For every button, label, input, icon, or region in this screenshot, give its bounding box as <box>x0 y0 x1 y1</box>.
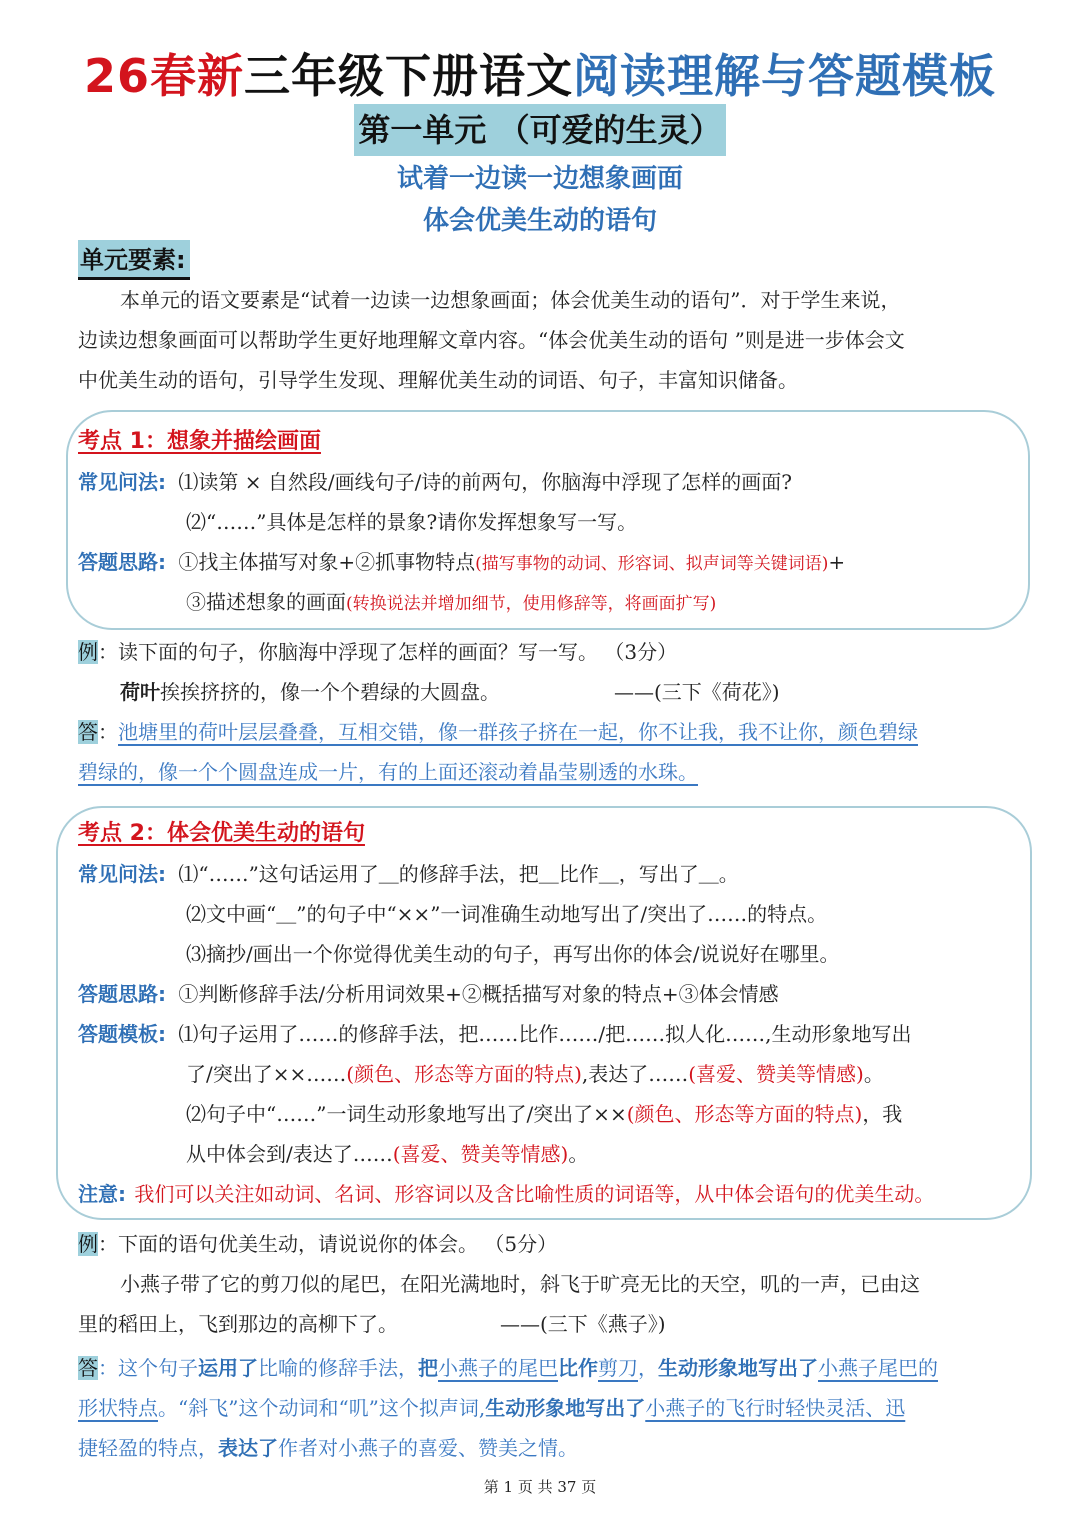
template-note: (颜色、形态等方面的特点) <box>346 1062 582 1086</box>
answer-underlined: 小燕子尾巴的 <box>818 1356 938 1380</box>
example-2-source: ——(三下《燕子》) <box>500 1312 666 1336</box>
example-2-answer-line-2 <box>78 1394 905 1422</box>
template-text: 。 <box>863 1062 884 1086</box>
answer-text: 捷轻盈的特点 <box>78 1436 198 1460</box>
point-2-template-3 <box>186 1100 902 1128</box>
point-1-question-2: ⑵“……”具体是怎样的景象?请你发挥想象写一写。 <box>186 510 638 534</box>
point-2-question-3: ⑶摘抄/画出一个你觉得优美生动的句子，再写出你的体会/说说好在哪里。 <box>186 942 840 966</box>
answer-text: 池塘里的荷叶层层叠叠，互相交错，像一群孩子挤在一起，你不让我，我不让你，颜色碧绿 <box>118 720 918 744</box>
page-footer: 第 1 页 共 37 页 <box>483 1478 597 1496</box>
example-1-answer-line-1: 答：池塘里的荷叶层层叠叠，互相交错，像一群孩子挤在一起，你不让我，我不让你，颜色碧绿 <box>78 720 918 744</box>
note-label: 注意: <box>78 1182 126 1206</box>
answer-text: ， <box>638 1356 658 1380</box>
strategy-text: ①找主体描写对象+②抓事物特点 <box>178 550 476 574</box>
answer-underlined: 形状特点 <box>78 1396 158 1420</box>
point-1-title: 考点 1：想象并描绘画面 <box>78 429 321 454</box>
page-title <box>0 40 1080 106</box>
sentence-text: 挨挨挤挤的，像一个个碧绿的大圆盘。 <box>160 680 500 704</box>
answer-keyword: 生动形象地写出了 <box>485 1396 646 1420</box>
point-2-template-1 <box>78 1020 911 1048</box>
example-1-answer-line-2 <box>78 758 698 786</box>
point-2-question-2: ⑵文中画“＿”的句子中“××”一词准确生动地写出了/突出了……的特点。 <box>186 902 828 926</box>
answer-underlined: 小燕子的飞行时轻快灵活、迅 <box>645 1396 906 1420</box>
intro-line: 本单元的语文要素是“试着一边读一边想象画面；体会优美生动的语句”．对于学生来说， <box>120 288 901 312</box>
section-label: 单元要素: <box>78 240 190 280</box>
template-text: ,表达了…… <box>581 1062 689 1086</box>
point-1-question-1 <box>78 468 792 496</box>
answer-keyword: 生动形象地写出了 <box>658 1356 818 1380</box>
example-label: 例 <box>78 640 98 664</box>
template-label: 答题模板: <box>78 1022 166 1046</box>
strategy-label: 答题思路: <box>78 982 166 1006</box>
template-text: 。 <box>568 1142 589 1166</box>
strategy-text: ③描述想象的画面 <box>186 590 346 614</box>
example-1-source: ——(三下《荷花》) <box>614 680 780 704</box>
plus-sign: + <box>828 550 846 574</box>
common-questions-label: 常见问法: <box>78 470 166 494</box>
example-2-sentence-1: 小燕子带了它的剪刀似的尾巴，在阳光满地时，斜飞于旷亮无比的天空，叽的一声，已由这 <box>120 1272 920 1296</box>
strategy-label: 答题思路: <box>78 550 166 574</box>
answer-label: 答 <box>78 1356 98 1380</box>
point-2-title: 考点 2：体会优美生动的语句 <box>78 821 365 846</box>
answer-text: 。“斜飞”这个动词和“叽”这个拟声词, <box>158 1396 486 1420</box>
answer-keyword: 把 <box>418 1356 438 1380</box>
answer-text: ：这个句子 <box>98 1356 198 1380</box>
example-2-answer-line-3 <box>78 1434 578 1462</box>
template-note: (喜爱、赞美等情感) <box>392 1142 569 1166</box>
answer-text: ， <box>198 1436 218 1460</box>
point-2-template-2 <box>186 1060 884 1088</box>
title-part-1: 26春新 <box>83 49 244 103</box>
question-text: ：读下面的句子，你脑海中浮现了怎样的画面？写一写。 （3分） <box>98 640 678 664</box>
point-2-template-4 <box>186 1140 588 1168</box>
common-questions-label: 常见问法: <box>78 862 166 886</box>
example-1-sentence <box>120 678 500 706</box>
point-2-note <box>78 1180 934 1208</box>
template-note: (喜爱、赞美等情感) <box>688 1062 864 1086</box>
answer-label: 答 <box>78 720 98 744</box>
answer-keyword: 运用了 <box>198 1356 258 1380</box>
answer-keyword: 比作 <box>558 1356 598 1380</box>
template-text: ，我 <box>862 1102 903 1126</box>
strategy-text: ①判断修辞手法/分析用词效果+②概括描写对象的特点+③体会情感 <box>178 982 779 1006</box>
example-1-question <box>78 638 677 666</box>
example-2-sentence-2: 里的稻田上，飞到那边的高柳下了。 <box>78 1312 398 1336</box>
template-note: (颜色、形态等方面的特点) <box>626 1102 863 1126</box>
template-text: ⑵句子中“……”一词生动形象地写出了/突出了×× <box>186 1102 627 1126</box>
template-text: 从中体会到/表达了…… <box>186 1142 393 1166</box>
point-2-question-1 <box>78 860 739 888</box>
template-text: 了/突出了××…… <box>186 1062 347 1086</box>
answer-underlined: 小燕子的尾巴 <box>438 1356 558 1380</box>
subtitle-2: 体会优美生动的语句 <box>422 206 657 236</box>
intro-line: 边读边想象画面可以帮助学生更好地理解文章内容。“体会优美生动的语句 ”则是进一步体会文 <box>78 328 905 352</box>
strategy-note: (描写事物的动词、形容词、拟声词等关键词语) <box>475 554 829 574</box>
sentence-bold: 荷叶 <box>120 680 160 704</box>
title-part-2: 三年级下册语文 <box>244 49 573 103</box>
example-2-answer-line-1 <box>78 1354 938 1382</box>
note-text: 我们可以关注如动词、名词、形容词以及含比喻性质的词语等，从中体会语句的优美生动。 <box>134 1182 935 1206</box>
answer-text: 碧绿的，像一个个圆盘连成一片，有的上面还滚动着晶莹剔透的水珠。 <box>78 760 698 784</box>
point-1-strategy-2 <box>186 588 716 618</box>
intro-paragraph <box>78 280 1002 400</box>
title-part-3: 阅读理解与答题模板 <box>573 49 996 103</box>
point-1-strategy-1 <box>78 548 845 578</box>
answer-text: 比喻的修辞手法， <box>258 1356 418 1380</box>
question-text: ⑴“……”这句话运用了＿的修辞手法，把＿比作＿，写出了＿。 <box>178 862 739 886</box>
answer-keyword: 表达了 <box>218 1436 278 1460</box>
strategy-note: (转换说法并增加细节，使用修辞等，将画面扩写) <box>346 594 717 614</box>
answer-text: 作者对小燕子的喜爱、赞美之情。 <box>278 1436 578 1460</box>
example-2-question <box>78 1230 557 1258</box>
intro-line: 中优美生动的语句，引导学生发现、理解优美生动的词语、句子，丰富知识储备。 <box>78 368 798 392</box>
question-text: ⑴读第 × 自然段/画线句子/诗的前两句，你脑海中浮现了怎样的画面? <box>178 470 793 494</box>
template-text: ⑴句子运用了……的修辞手法，把……比作……/把……拟人化……,生动形象地写出 <box>178 1022 912 1046</box>
answer-underlined: 剪刀 <box>598 1356 638 1380</box>
subtitle-1: 试着一边读一边想象画面 <box>396 164 683 194</box>
example-label: 例 <box>78 1232 98 1256</box>
question-text: ：下面的语句优美生动，请说说你的体会。 （5分） <box>98 1232 558 1256</box>
unit-title: 第一单元 （可爱的生灵） <box>354 104 726 156</box>
point-2-strategy <box>78 980 779 1008</box>
